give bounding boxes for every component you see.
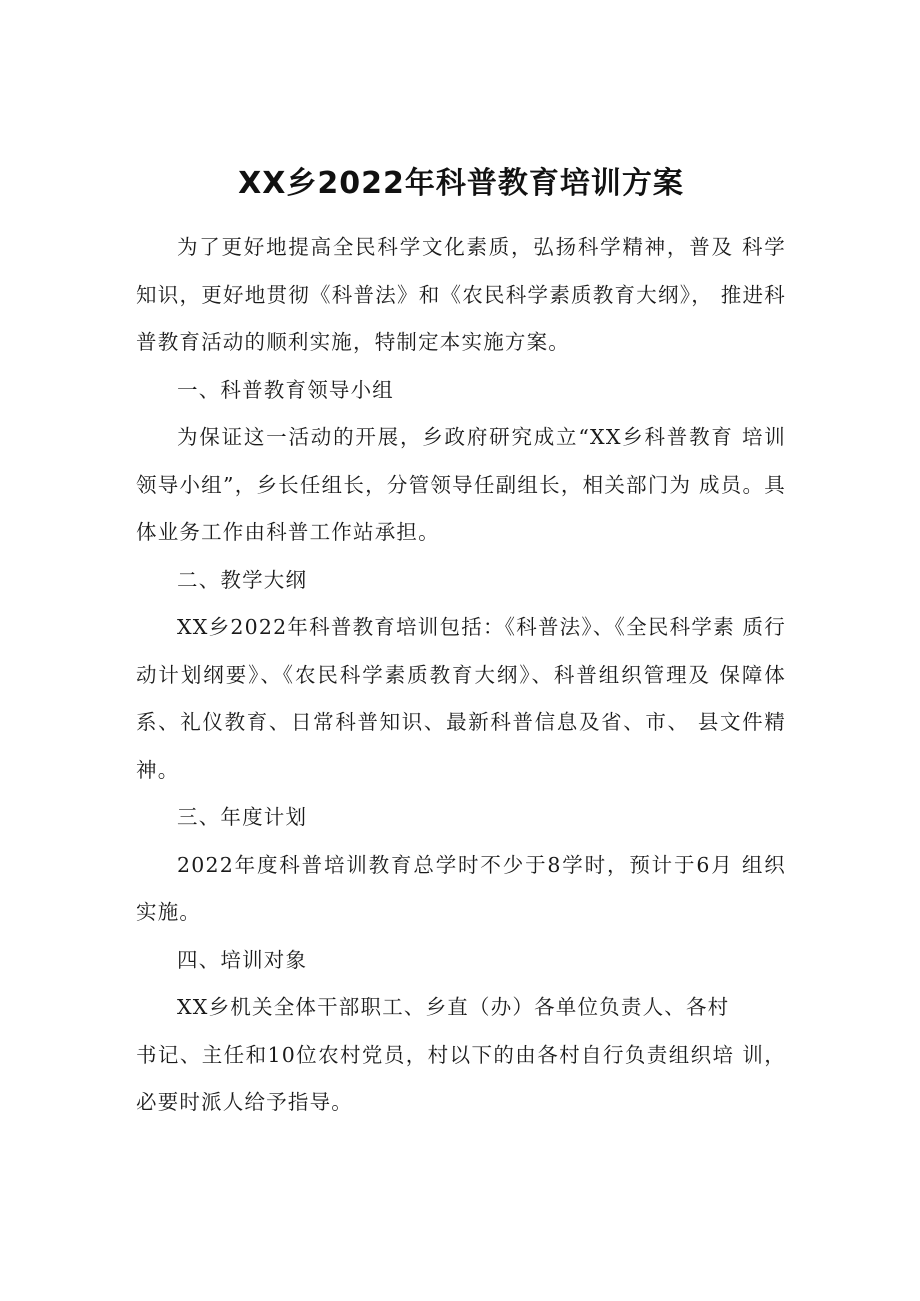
document-page [136, 150, 786, 1127]
section-heading-syllabus: 二、教学大纲 [177, 567, 308, 592]
section-heading-annual-plan: 三、年度计划 [177, 805, 308, 829]
document-title: XX乡2022年科普教育培训方案 [238, 166, 684, 201]
intro-paragraph: 为了更好地提高全民科学文化素质，弘扬科学精神，普及 科学知识，更好地贯彻《科普法》和《农民科学素质教育大纲》， 推进科普教育活动的顺利实施，特制定本实施方案。 [136, 235, 786, 354]
section-body-trainees-line2: 书记、主任和10位农村党员，村以下的由各村自行负责组织培 训，必要时派人给予指导。 [136, 1042, 786, 1114]
section-heading-trainees: 四、培训对象 [177, 947, 308, 972]
section-body-leadership: 为保证这一活动的开展，乡政府研究成立“XX乡科普教育 培训领导小组”，乡长任组长，分管领导任副组长，相关部门为 成员。具体业务工作由科普工作站承担。 [136, 425, 786, 544]
section-body-annual-plan: 2022年度科普培训教育总学时不少于8学时，预计于6月 组织实施。 [136, 852, 786, 924]
section-body-syllabus: XX乡2022年科普教育培训包括：《科普法》、《全民科学素 质行动计划纲要》、《农民科学素质教育大纲》、科普组织管理及 保障体系、礼仪教育、日常科普知识、最新科普信息及省、市、 县文件精神。 [136, 615, 786, 782]
section-body-trainees-line1: XX乡机关全体干部职工、乡直（办）各单位负责人、各村 [177, 995, 730, 1019]
section-heading-leadership: 一、科普教育领导小组 [177, 377, 394, 402]
